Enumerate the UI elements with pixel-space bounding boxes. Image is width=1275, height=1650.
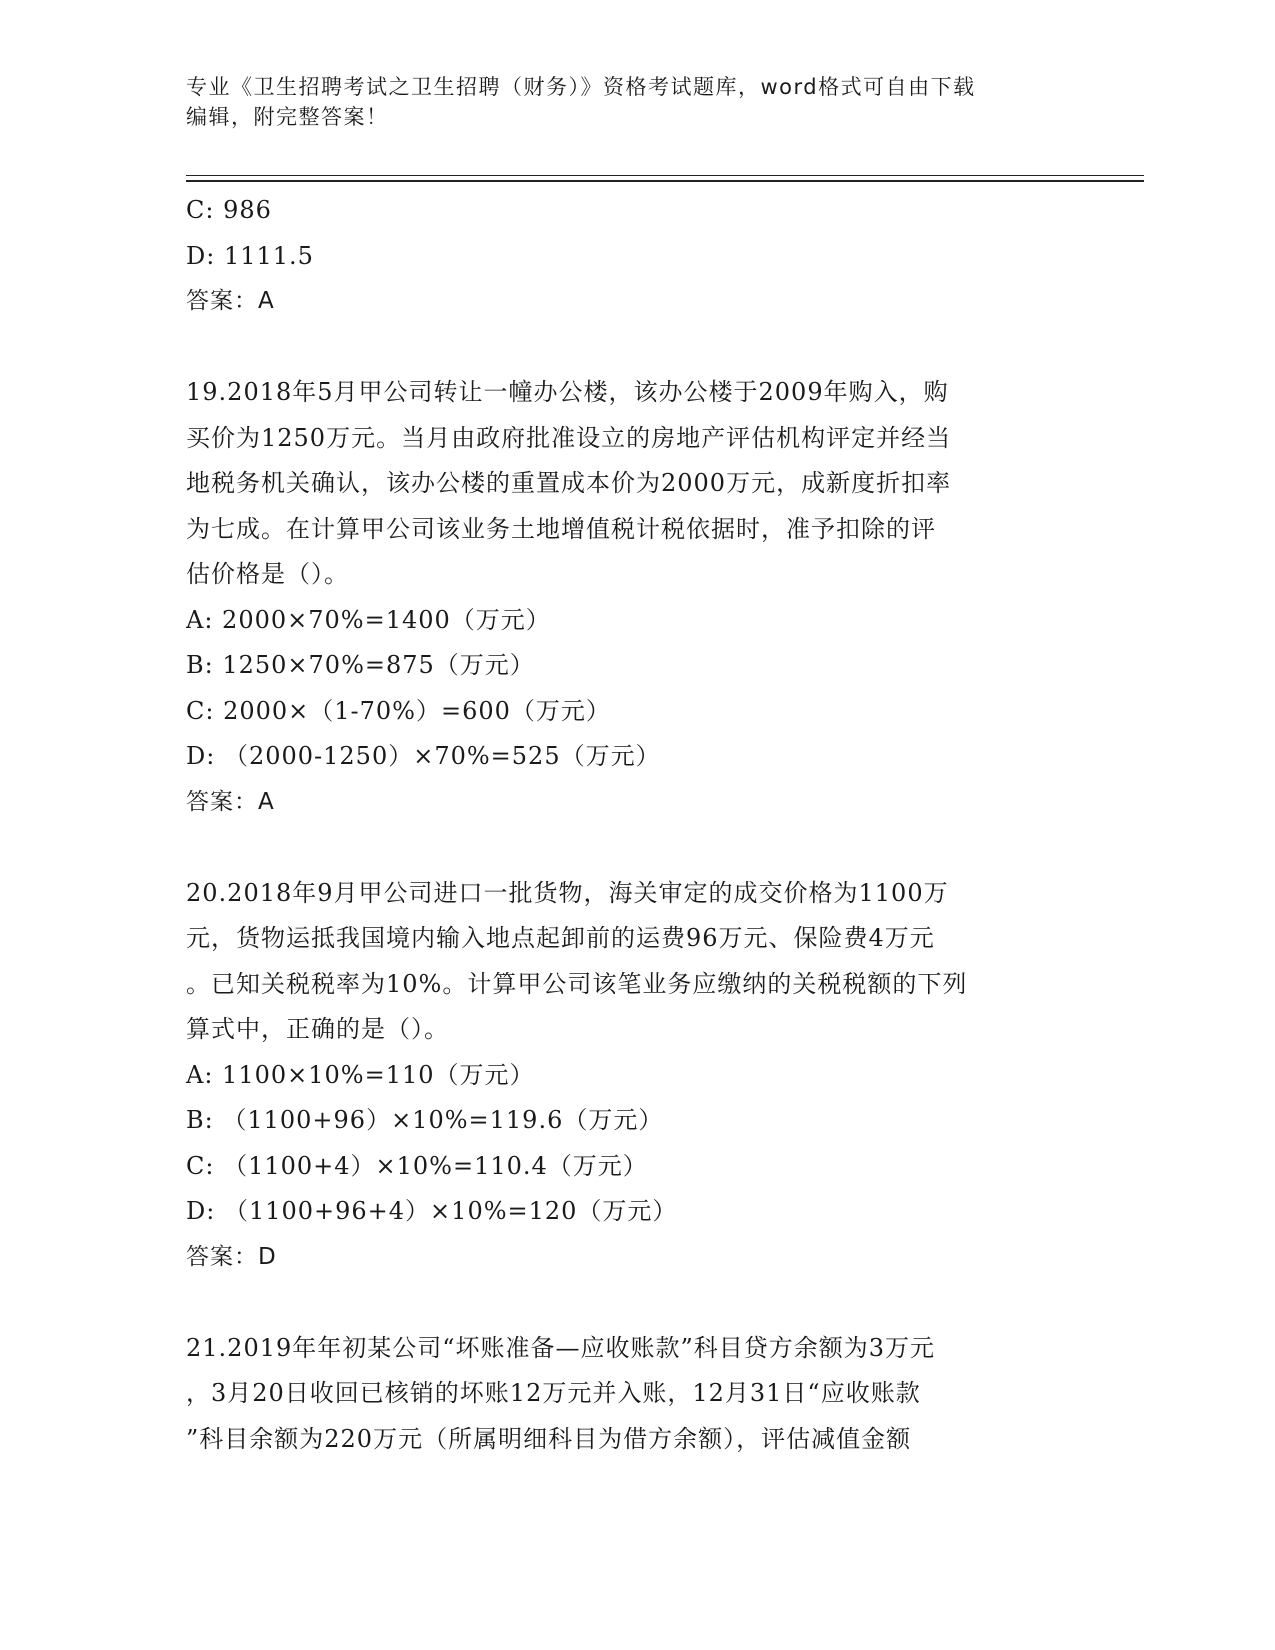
header-divider-thick [186,180,1144,182]
header-line-2: 编辑，附完整答案！ [186,105,389,129]
spacer [186,825,1086,871]
question-21 [186,1326,1086,1463]
document-body [186,188,1086,1462]
question-text-line: ，3月20日收回已核销的坏账12万元并入账，12月31日“应收账款 [186,1379,921,1407]
question-19 [186,370,1086,825]
option-d: D: （2000-1250）×70%=525（万元） [186,742,661,770]
answer-line: 答案：A [186,288,275,314]
answer-line: 答案：D [186,1243,277,1270]
option-c: C: （1100+4）×10%=110.4（万元） [186,1151,648,1180]
document-header [186,72,1066,132]
question-text-line: 元，货物运抵我国境内输入地点起卸前的运费96万元、保险费4万元 [186,924,935,952]
option-b: B: （1100+96）×10%=119.6（万元） [186,1106,664,1134]
question-text-line: 19.2018年5月甲公司转让一幢办公楼，该办公楼于2009年购入，购 [186,378,949,406]
option-b: B: 1250×70%=875（万元） [186,651,535,679]
spacer [186,1280,1086,1326]
option-c: C: 986 [186,196,272,224]
option-c: C: 2000×（1-70%）=600（万元） [186,696,611,725]
header-line-1: 专业《卫生招聘考试之卫生招聘（财务）》资格考试题库，word格式可自由下载 [186,75,976,99]
option-a: A: 2000×70%=1400（万元） [186,605,551,634]
spacer [186,325,1086,371]
option-d: D: （1100+96+4）×10%=120（万元） [186,1197,678,1225]
question-text-line: 20.2018年9月甲公司进口一批货物，海关审定的成交价格为1100万 [186,878,949,907]
question-text-line: 地税务机关确认，该办公楼的重置成本价为2000万元，成新度折扣率 [186,469,952,497]
question-text-line: 买价为1250万元。当月由政府批准设立的房地产评估机构评定并经当 [186,423,952,452]
question-text-line: ”科目余额为220万元（所属明细科目为借方余额），评估减值金额 [186,1424,912,1453]
answer-line: 答案：A [186,788,275,815]
question-text-line: 算式中，正确的是（）。 [186,1015,449,1043]
question-text-line: 21.2019年年初某公司“坏账准备—应收账款”科目贷方余额为3万元 [186,1333,936,1362]
option-a: A: 1100×10%=110（万元） [186,1060,535,1089]
question-text-line: 为七成。在计算甲公司该业务土地增值税计税依据时，准予扣除的评 [186,514,936,543]
question-18-tail [186,188,1086,325]
question-20 [186,871,1086,1281]
question-text-line: 。已知关税税率为10%。计算甲公司该笔业务应缴纳的关税税额的下列 [186,969,968,998]
option-d: D: 1111.5 [186,241,314,270]
question-text-line: 估价格是（）。 [186,560,349,588]
header-divider-thin [186,175,1144,176]
